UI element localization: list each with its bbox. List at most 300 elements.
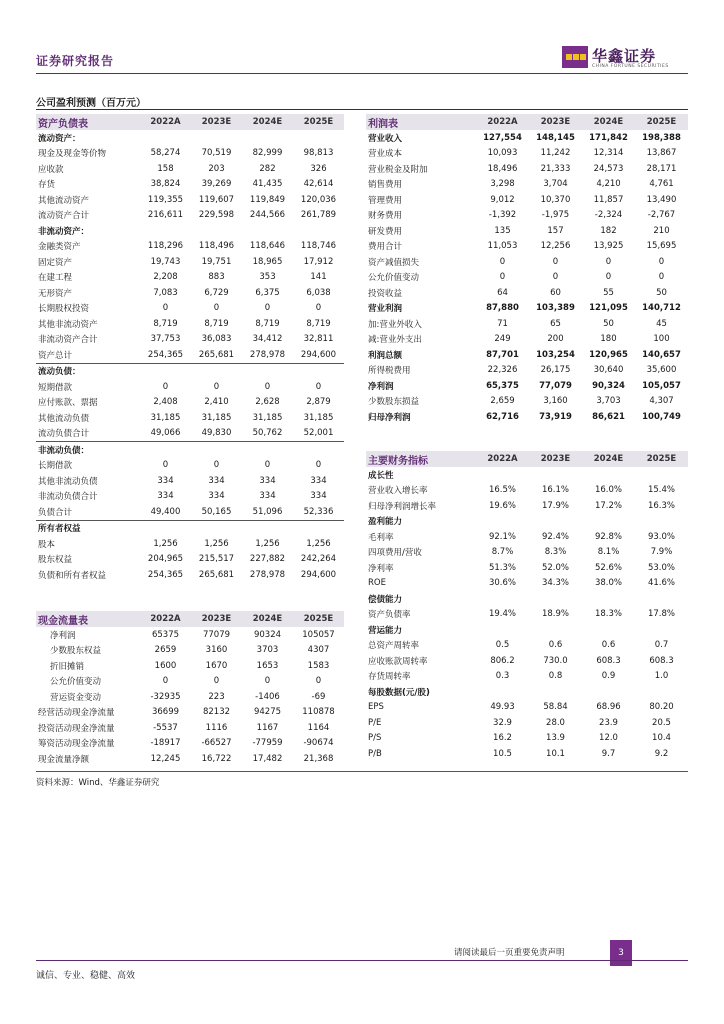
table-row — [36, 130, 344, 146]
row-label: 筹资活动现金净流量 — [38, 739, 115, 750]
row-value — [529, 514, 582, 530]
row-value — [140, 223, 191, 239]
row-label: 资产减值损失 — [368, 257, 420, 268]
row-value: 49,830 — [191, 426, 242, 442]
row-value: 0.6 — [601, 640, 616, 651]
row-value — [582, 622, 635, 638]
row-label: 非流动负债合计 — [38, 492, 98, 503]
year-header: 2022A — [476, 451, 529, 467]
row-value: 28,171 — [646, 163, 677, 174]
row-value: 92.8% — [594, 531, 622, 542]
table-row — [366, 498, 688, 514]
row-label: 流动资产合计 — [38, 211, 90, 222]
row-value: 50 — [656, 287, 667, 298]
table-row — [36, 146, 344, 162]
row-value: 334 — [208, 475, 225, 486]
table-row — [366, 591, 688, 607]
row-value: 135 — [494, 225, 511, 236]
row-value — [529, 591, 582, 607]
row-value: 1164 — [307, 722, 330, 733]
row-label: 四项费用/营收 — [368, 548, 422, 559]
row-value: 0 — [162, 303, 169, 314]
row-value: 9.2 — [654, 748, 669, 759]
row-label: 应付账款、票据 — [38, 398, 98, 409]
row-value: 64 — [497, 287, 508, 298]
row-value: 608.3 — [649, 655, 674, 666]
row-label: 营运资金变动 — [50, 692, 102, 703]
year-header: 2023E — [529, 114, 582, 130]
row-value — [140, 442, 191, 458]
row-label: 存货周转率 — [368, 672, 411, 683]
row-value: 4,761 — [649, 179, 674, 190]
row-label: 营业收入 — [368, 133, 403, 144]
row-label: 股东权益 — [38, 555, 73, 566]
row-value: 16.5% — [488, 485, 516, 496]
row-value: 200 — [547, 334, 564, 345]
row-value — [529, 684, 582, 700]
row-value: 6,038 — [306, 287, 331, 298]
ratios-title: 主要财务指标 — [366, 451, 476, 467]
row-value: 82132 — [202, 707, 231, 718]
row-label: 投资收益 — [368, 288, 403, 299]
row-value: 0 — [162, 676, 169, 687]
row-value — [582, 514, 635, 530]
row-value: 0.5 — [495, 640, 510, 651]
table-row — [366, 208, 688, 224]
row-value: -77959 — [252, 738, 283, 749]
header-divider — [36, 73, 688, 74]
row-value — [293, 363, 344, 379]
row-value: 120,965 — [589, 349, 628, 360]
table-row — [36, 161, 344, 177]
row-value: 4307 — [307, 645, 330, 656]
row-value: 158 — [157, 163, 174, 174]
row-value: 31,185 — [252, 412, 283, 423]
row-value: 55 — [603, 287, 614, 298]
row-value — [140, 363, 191, 379]
table-row — [36, 643, 344, 659]
row-value: 1600 — [154, 660, 177, 671]
row-value: 0.3 — [495, 671, 510, 682]
row-label: 营业税金及附加 — [368, 164, 428, 175]
row-label: 利润总额 — [368, 350, 403, 361]
row-value: 13.9 — [546, 733, 565, 744]
row-value: 249 — [494, 334, 511, 345]
table-row — [366, 560, 688, 576]
row-value: 3,704 — [543, 179, 568, 190]
row-label: 总资产周转率 — [368, 641, 420, 652]
row-label: 在建工程 — [38, 273, 73, 284]
table-row — [366, 177, 688, 193]
table-row — [366, 529, 688, 545]
row-value: 229,598 — [198, 210, 235, 221]
row-value: 52,336 — [293, 504, 344, 520]
row-value: 31,185 — [150, 412, 181, 423]
row-value: 215,517 — [198, 554, 235, 565]
row-value: -69 — [311, 691, 326, 702]
row-value: 9,012 — [490, 194, 515, 205]
table-row — [366, 254, 688, 270]
row-value: 21,368 — [303, 753, 334, 764]
row-value — [635, 684, 688, 700]
row-value — [242, 363, 293, 379]
row-value — [582, 591, 635, 607]
table-row — [36, 316, 344, 332]
table-row — [366, 378, 688, 394]
row-label: 每股数据(元/股) — [368, 687, 430, 698]
row-value: 11,857 — [593, 194, 624, 205]
row-value: 36699 — [151, 707, 180, 718]
table-row — [36, 736, 344, 752]
row-value: 294,600 — [300, 569, 337, 580]
row-value: 6,729 — [204, 287, 229, 298]
table-row — [366, 746, 688, 762]
table-row — [36, 192, 344, 208]
table-row — [366, 239, 688, 255]
table-row — [366, 285, 688, 301]
row-value: 140,712 — [642, 303, 681, 314]
row-value: 11,053 — [487, 241, 518, 252]
year-header: 2024E — [242, 611, 293, 627]
row-value: 1,256 — [306, 538, 331, 549]
row-value: 103,254 — [536, 349, 575, 360]
row-value: 3,298 — [490, 179, 515, 190]
row-value: 98,813 — [303, 148, 334, 159]
row-value: 3703 — [256, 645, 279, 656]
row-value: -2,767 — [647, 210, 676, 221]
row-value: 2,879 — [306, 397, 331, 408]
section-divider — [36, 109, 688, 110]
row-value: 0 — [315, 381, 322, 392]
row-label: 负债合计 — [36, 504, 140, 520]
year-header: 2022A — [140, 611, 191, 627]
row-value: 17.8% — [647, 609, 675, 620]
row-value: 244,566 — [249, 210, 286, 221]
row-value: 92.1% — [488, 531, 516, 542]
row-value: 15,695 — [646, 241, 677, 252]
row-value: 32,811 — [303, 334, 334, 345]
table-header-row — [36, 611, 344, 627]
row-value: 19,751 — [201, 256, 232, 267]
balance-sheet-table — [36, 114, 344, 583]
row-label: 减:营业外支出 — [368, 335, 422, 346]
table-row — [366, 409, 688, 425]
row-value: 17,482 — [252, 753, 283, 764]
row-label: 偿债能力 — [368, 594, 403, 605]
row-value: 68.96 — [596, 702, 621, 713]
row-value: 7,083 — [153, 287, 178, 298]
row-label: 营业利润 — [368, 304, 403, 315]
table-row — [36, 504, 344, 520]
row-value: 0 — [315, 303, 322, 314]
row-value: 60 — [550, 287, 561, 298]
row-value: 10.4 — [652, 733, 671, 744]
table-row — [36, 705, 344, 721]
table-row — [36, 285, 344, 301]
table-header-row — [36, 114, 344, 130]
row-value: 8,719 — [204, 318, 229, 329]
table-row — [36, 520, 344, 536]
row-value: 50 — [603, 318, 614, 329]
row-value: 23.9 — [599, 717, 618, 728]
row-label: 现金流量净额 — [38, 754, 90, 765]
cash-flow-table — [36, 611, 344, 767]
row-label: 归母净利润增长率 — [368, 501, 437, 512]
row-value: 37,753 — [150, 334, 181, 345]
table-row — [36, 567, 344, 583]
row-value: 334 — [310, 475, 327, 486]
table-row — [366, 394, 688, 410]
row-value: 1,256 — [255, 538, 280, 549]
row-value: 7.9% — [650, 547, 673, 558]
table-row — [366, 316, 688, 332]
row-value: 16.3% — [647, 500, 675, 511]
row-value: 0 — [658, 272, 665, 283]
row-value: 16,722 — [201, 753, 232, 764]
row-value: 3,160 — [543, 396, 568, 407]
disclaimer-notice: 请阅读最后一页重要免责声明 — [454, 948, 565, 958]
table-row — [36, 254, 344, 270]
row-value: 15.4% — [647, 485, 675, 496]
row-value: 31,185 — [303, 412, 334, 423]
row-value: 65 — [550, 318, 561, 329]
row-value — [293, 223, 344, 239]
row-value: 0 — [658, 256, 665, 267]
cash-flow-title: 现金流量表 — [36, 611, 140, 627]
row-value — [140, 130, 191, 146]
row-label: 净利率 — [368, 563, 394, 574]
table-row — [366, 576, 688, 592]
source-note: 资料来源：Wind、华鑫证券研究 — [36, 778, 160, 788]
row-value: 148,145 — [536, 132, 575, 143]
row-value — [191, 363, 242, 379]
row-label: 流动负债： — [38, 367, 81, 378]
row-value — [191, 520, 242, 536]
row-label: 毛利率 — [368, 532, 394, 543]
income-statement-title: 利润表 — [366, 114, 476, 130]
row-label: 其他流动资产 — [38, 195, 90, 206]
table-row — [36, 177, 344, 193]
row-label: 非流动负债： — [38, 445, 90, 456]
table-row — [36, 473, 344, 489]
row-value: 1167 — [256, 722, 279, 733]
row-value: 0 — [213, 303, 220, 314]
footer-slogan: 诚信、专业、稳健、高效 — [36, 971, 136, 981]
row-value: 282 — [259, 163, 276, 174]
row-value: 127,554 — [483, 132, 522, 143]
table-row — [366, 514, 688, 530]
row-value — [635, 467, 688, 483]
row-value: 180 — [600, 334, 617, 345]
row-label: 其他非流动负债 — [38, 476, 98, 487]
row-value: 223 — [208, 691, 225, 702]
row-value: 32.9 — [493, 717, 512, 728]
row-label: 盈利能力 — [368, 517, 403, 528]
row-value: 13,490 — [646, 194, 677, 205]
row-value: 1,256 — [153, 538, 178, 549]
row-value: 140,657 — [642, 349, 681, 360]
table-row — [366, 700, 688, 716]
financial-ratios-table — [366, 451, 688, 762]
row-value: 6,375 — [255, 287, 280, 298]
row-value: -1,392 — [488, 210, 517, 221]
row-value: 1583 — [307, 660, 330, 671]
row-value: 103,389 — [536, 303, 575, 314]
row-value: 294,600 — [293, 347, 344, 363]
row-value: 58,274 — [150, 148, 181, 159]
row-label: 现金及现金等价物 — [38, 149, 107, 160]
row-label: 公允价值变动 — [368, 273, 420, 284]
row-value: 2,659 — [490, 396, 515, 407]
table-row — [36, 627, 344, 643]
table-row — [36, 442, 344, 458]
year-header: 2022A — [140, 114, 191, 130]
table-row — [366, 545, 688, 561]
row-value: 28.0 — [546, 717, 565, 728]
row-label: P/S — [368, 733, 382, 744]
source-divider — [36, 771, 688, 772]
row-value: 0 — [264, 381, 271, 392]
row-value: 12.0 — [599, 733, 618, 744]
row-value: 119,849 — [249, 194, 286, 205]
row-value: 10,093 — [487, 148, 518, 159]
row-value: 20.5 — [652, 717, 671, 728]
row-label: 经营活动现金净流量 — [38, 708, 115, 719]
row-label: 费用合计 — [368, 242, 403, 253]
row-label: 所得税费用 — [368, 366, 411, 377]
row-label: 归母净利润 — [368, 412, 411, 423]
row-value: 278,978 — [242, 347, 293, 363]
row-value: 16.0% — [594, 485, 622, 496]
row-value: 52.0% — [541, 562, 569, 573]
table-row — [366, 347, 688, 363]
row-value: 334 — [310, 491, 327, 502]
table-row — [366, 653, 688, 669]
row-value — [476, 684, 529, 700]
row-value: 121,095 — [589, 303, 628, 314]
row-value: 0 — [552, 272, 559, 283]
row-value: 608.3 — [596, 655, 621, 666]
row-value: 0 — [213, 460, 220, 471]
row-value: 8.3% — [544, 547, 567, 558]
row-value: 93.0% — [647, 531, 675, 542]
row-value: 10.5 — [493, 748, 512, 759]
row-value: 119,355 — [147, 194, 184, 205]
row-value: 12,314 — [593, 148, 624, 159]
row-value: 77079 — [202, 629, 231, 640]
row-value — [293, 520, 344, 536]
row-value — [242, 130, 293, 146]
table-row — [36, 658, 344, 674]
row-value: 0.7 — [654, 640, 669, 651]
table-row — [36, 458, 344, 474]
row-label: 净利润 — [50, 630, 76, 641]
row-value — [476, 591, 529, 607]
brand-logo-icon — [562, 46, 588, 68]
row-value: 0 — [213, 676, 220, 687]
row-value: 334 — [157, 491, 174, 502]
row-value: 35,600 — [646, 365, 677, 376]
table-row — [36, 536, 344, 552]
row-value: 52,001 — [293, 426, 344, 442]
row-value: 204,965 — [147, 554, 184, 565]
row-label: 销售费用 — [368, 180, 403, 191]
row-label: 营业收入增长率 — [368, 486, 428, 497]
row-value: 50,165 — [191, 504, 242, 520]
row-value: 730.0 — [543, 655, 568, 666]
row-value: 0 — [315, 676, 322, 687]
row-value: 22,326 — [487, 365, 518, 376]
income-statement-table — [366, 114, 688, 425]
row-label: 长期借款 — [38, 461, 73, 472]
row-value: 2,408 — [153, 397, 178, 408]
row-value: 326 — [310, 163, 327, 174]
row-value: 39,269 — [201, 179, 232, 190]
row-value — [529, 467, 582, 483]
row-value: 19.4% — [488, 609, 516, 620]
row-value: 118,646 — [249, 241, 286, 252]
row-value: 141 — [310, 272, 327, 283]
row-value — [140, 520, 191, 536]
row-value: 0.6 — [548, 640, 563, 651]
table-row — [366, 130, 688, 146]
row-value: 0.8 — [548, 671, 563, 682]
table-row — [36, 332, 344, 348]
row-label: 其他流动负债 — [38, 413, 90, 424]
row-value: 0 — [499, 256, 506, 267]
row-value: 334 — [259, 491, 276, 502]
year-header: 2025E — [635, 451, 688, 467]
row-value: 198,388 — [642, 132, 681, 143]
row-value: 105057 — [302, 629, 335, 640]
row-label: 少数股东权益 — [50, 646, 102, 657]
row-value: 82,999 — [252, 148, 283, 159]
row-label: 营运能力 — [368, 625, 403, 636]
row-value: -1,975 — [541, 210, 570, 221]
table-row — [36, 720, 344, 736]
row-value: 8,719 — [153, 318, 178, 329]
row-value: 157 — [547, 225, 564, 236]
row-value — [476, 514, 529, 530]
row-label: P/E — [368, 717, 382, 728]
row-value: 0 — [264, 676, 271, 687]
table-row — [366, 483, 688, 499]
row-value: 2659 — [154, 645, 177, 656]
row-value: 0 — [605, 272, 612, 283]
row-value: 334 — [157, 475, 174, 486]
row-value: 2,410 — [204, 397, 229, 408]
row-value: -2,324 — [594, 210, 623, 221]
row-value: 41.6% — [647, 578, 675, 589]
row-value — [529, 622, 582, 638]
row-label: 折旧摊销 — [50, 661, 85, 672]
row-value: 334 — [208, 491, 225, 502]
row-value: 119,607 — [198, 194, 235, 205]
row-value: 182 — [600, 225, 617, 236]
table-row — [36, 223, 344, 239]
row-value: 71 — [497, 318, 508, 329]
row-value: 26,175 — [540, 365, 571, 376]
row-value: 18.3% — [594, 609, 622, 620]
table-row — [36, 674, 344, 690]
table-row — [36, 270, 344, 286]
footer-divider — [36, 960, 688, 961]
row-value: 49,066 — [140, 426, 191, 442]
row-label: 资产负债率 — [368, 610, 411, 621]
row-value: 4,210 — [596, 179, 621, 190]
row-value: 242,264 — [300, 554, 337, 565]
table-row — [36, 489, 344, 505]
